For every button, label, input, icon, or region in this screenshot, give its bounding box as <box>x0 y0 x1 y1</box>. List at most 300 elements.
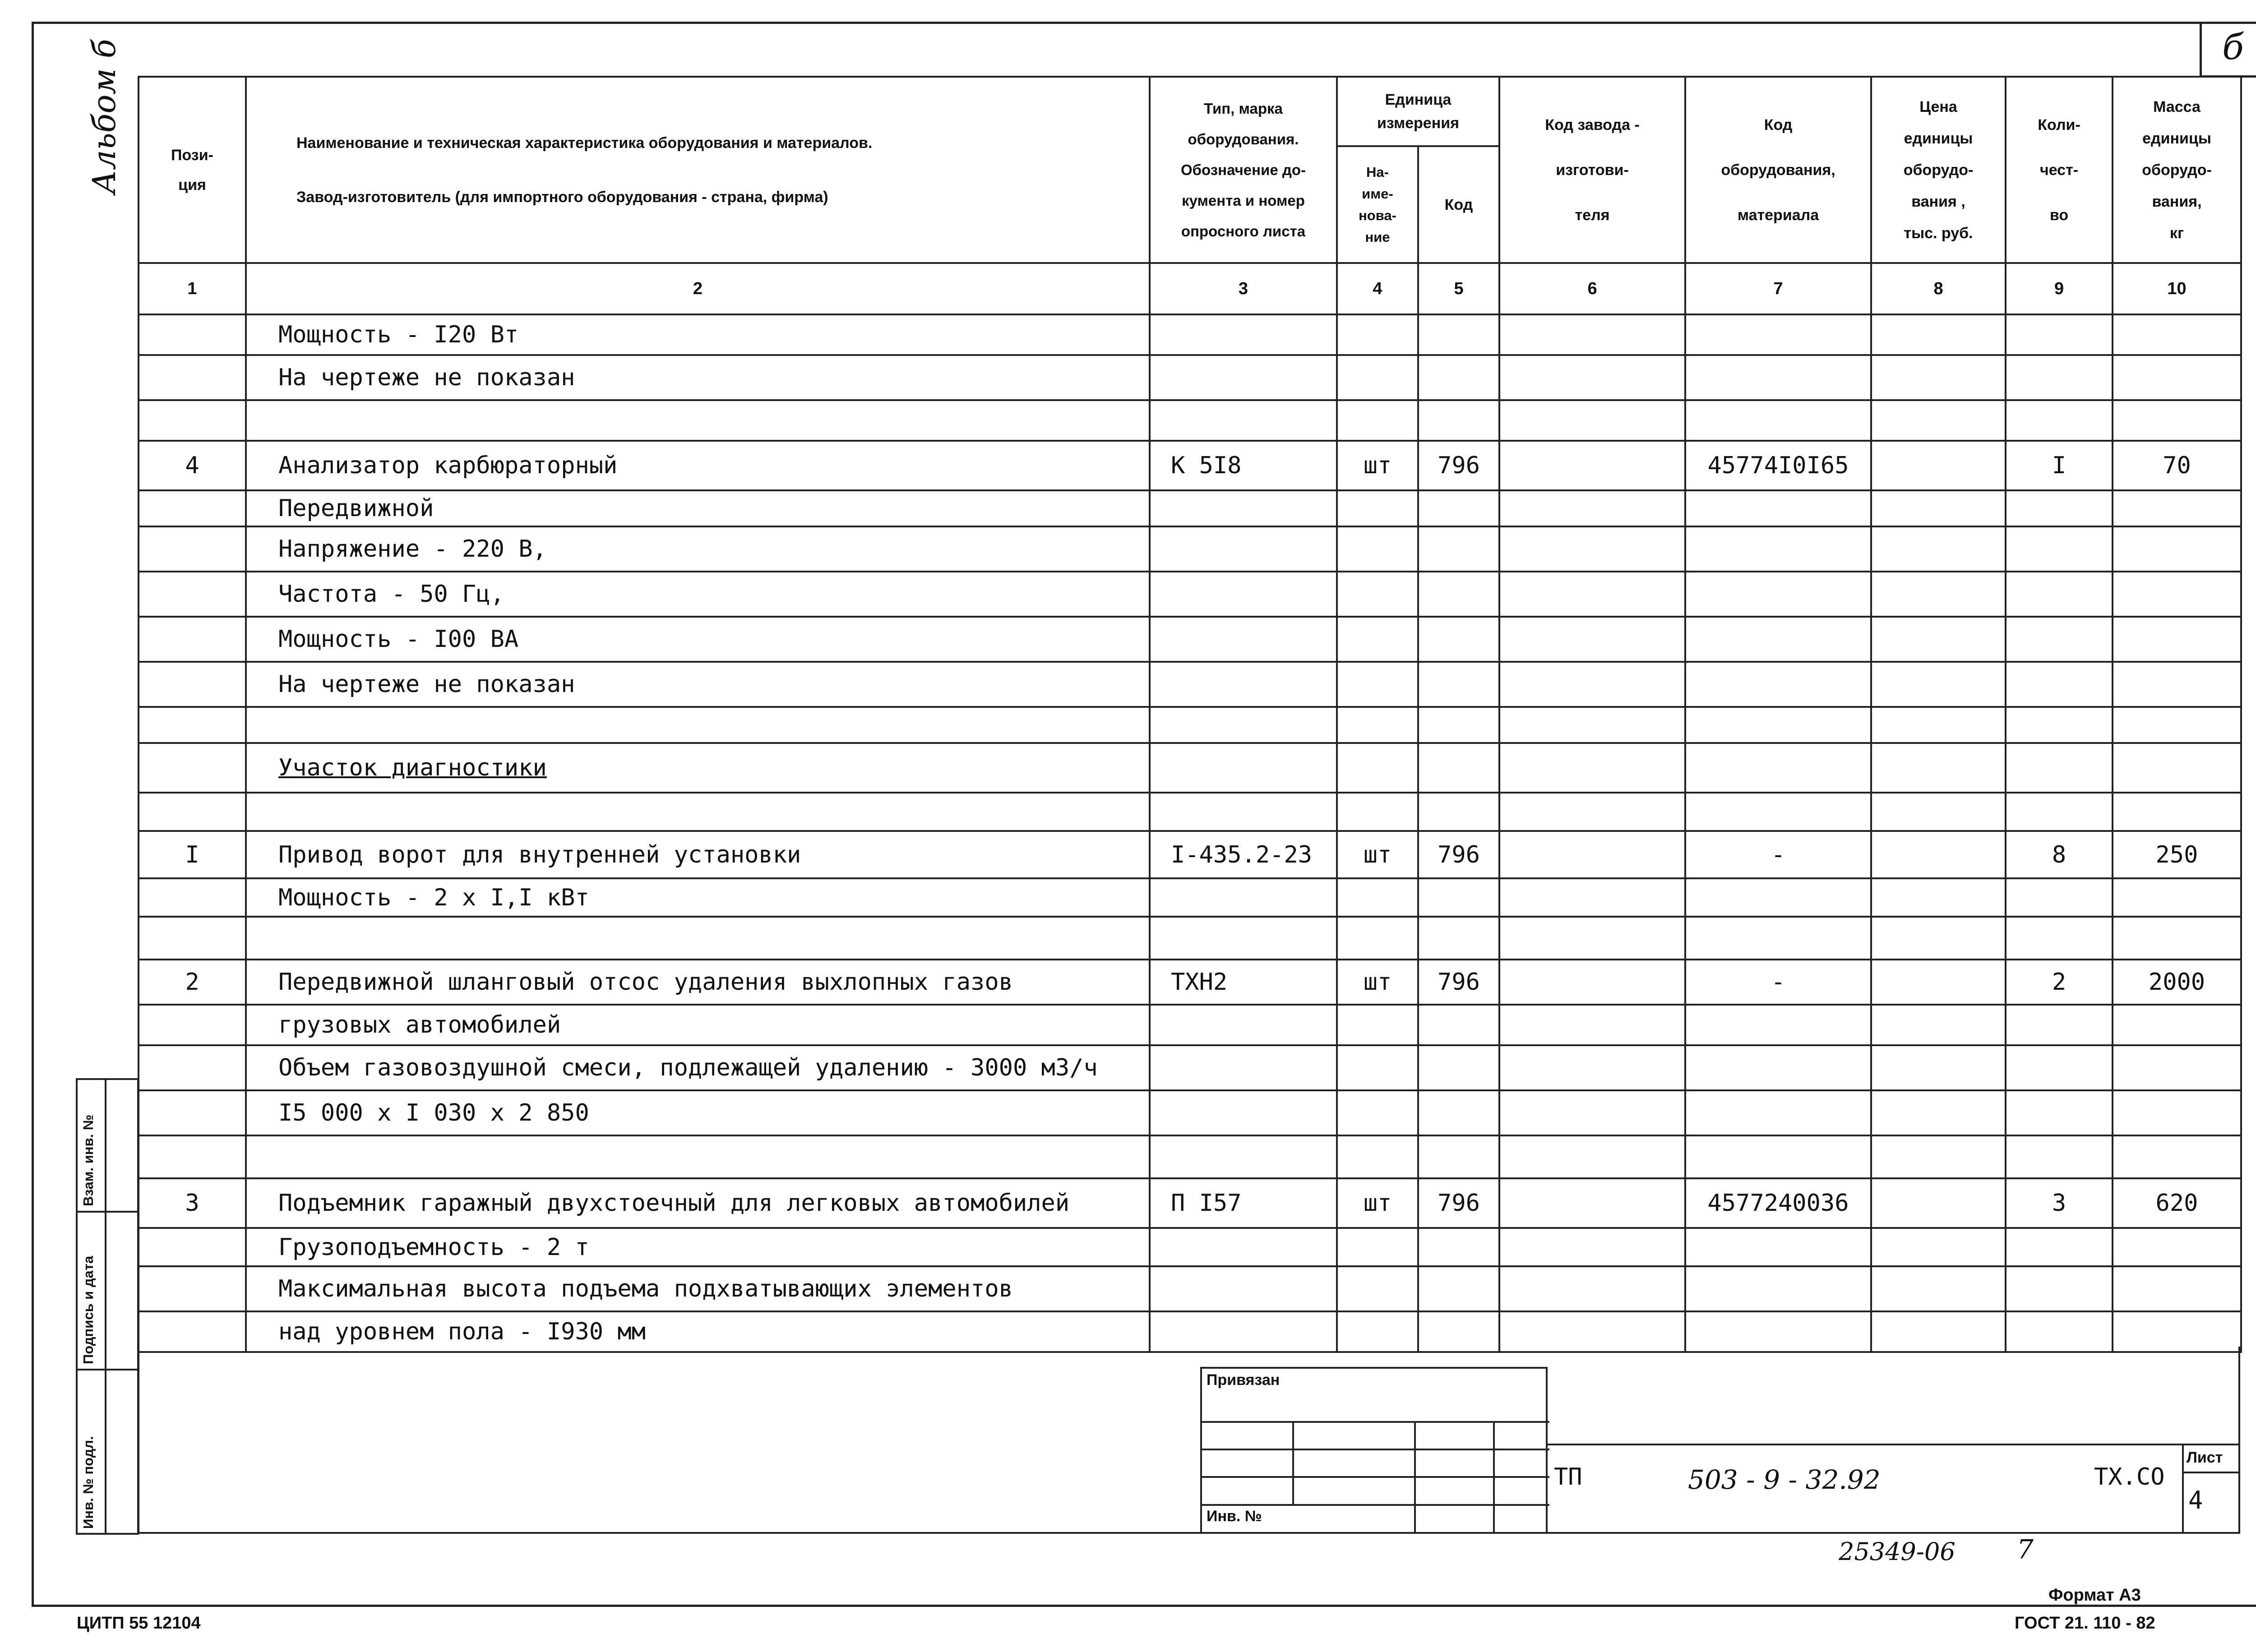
cell-price <box>1871 1266 2006 1311</box>
cell-unit-name: шт <box>1337 1178 1418 1228</box>
cell-price <box>1871 1005 2006 1045</box>
cell-price <box>1871 526 2006 572</box>
cell-unit-name <box>1337 1045 1418 1090</box>
cell-price <box>1871 355 2006 400</box>
cell-mass <box>2113 526 2241 572</box>
cell-name <box>246 793 1150 831</box>
header-mass-line: единицы <box>2142 129 2211 147</box>
cell-type-mark: П I57 <box>1150 1178 1337 1228</box>
cell-equipment-code <box>1685 1266 1871 1311</box>
cell-mass: 620 <box>2113 1178 2241 1228</box>
cell-quantity: 8 <box>2006 831 2113 878</box>
table-row <box>139 917 2241 960</box>
cell-plant-code <box>1499 1090 1685 1135</box>
cell-unit-name <box>1337 707 1418 743</box>
cell-unit-code <box>1418 917 1499 960</box>
table-row <box>139 793 2241 831</box>
cell-type-mark <box>1150 1045 1337 1090</box>
cell-plant-code <box>1499 1228 1685 1266</box>
header-mass-line: оборудо- <box>2142 161 2212 179</box>
header-quantity <box>2006 77 2113 263</box>
cell-plant-code <box>1499 960 1685 1005</box>
cell-name <box>246 707 1150 743</box>
cell-equipment-code <box>1685 707 1871 743</box>
cell-name: Мощность - 2 х I,I кВт <box>246 878 1150 917</box>
cell-price <box>1871 878 2006 917</box>
header-type <box>1150 77 1337 263</box>
cell-unit-code: 796 <box>1418 1178 1499 1228</box>
cell-type-mark <box>1150 1311 1337 1352</box>
cell-position <box>139 1228 246 1266</box>
header-unit-name <box>1337 146 1418 263</box>
header-equipment-line: материала <box>1737 206 1819 224</box>
cell-unit-code <box>1418 490 1499 526</box>
table-row <box>139 400 2241 441</box>
cell-quantity <box>2006 314 2113 355</box>
cell-unit-code: 796 <box>1418 960 1499 1005</box>
header-quantity-line: чест- <box>2039 161 2079 179</box>
cell-mass <box>2113 743 2241 793</box>
cell-name <box>246 400 1150 441</box>
header-price <box>1871 77 2006 263</box>
cell-quantity <box>2006 617 2113 662</box>
doc-number: 503 - 9 - 32.92 <box>1688 1464 1881 1495</box>
cell-quantity <box>2006 400 2113 441</box>
cell-mass <box>2113 878 2241 917</box>
cell-mass <box>2113 617 2241 662</box>
header-equipment-code <box>1685 77 1871 263</box>
cell-type-mark <box>1150 526 1337 572</box>
cell-unit-code <box>1418 1005 1499 1045</box>
table-row <box>139 662 2241 707</box>
table-row <box>139 1090 2241 1135</box>
cell-mass <box>2113 917 2241 960</box>
cell-quantity <box>2006 1311 2113 1352</box>
document-designation <box>1546 1444 2240 1534</box>
column-number: 7 <box>1685 263 1871 314</box>
cell-equipment-code <box>1685 355 1871 400</box>
cell-equipment-code <box>1685 1005 1871 1045</box>
cell-type-mark <box>1150 878 1337 917</box>
header-name-line: Наименование и техническая характеристика оборудования и материалов. <box>296 134 873 152</box>
cell-unit-code <box>1418 617 1499 662</box>
cell-equipment-code <box>1685 878 1871 917</box>
header-equipment-line: Код <box>1764 116 1793 134</box>
cell-equipment-code <box>1685 1090 1871 1135</box>
cell-equipment-code <box>1685 526 1871 572</box>
column-number: 8 <box>1871 263 2006 314</box>
cell-unit-name <box>1337 400 1418 441</box>
header-unit-line: измерения <box>1377 115 1459 132</box>
column-number: 6 <box>1499 263 1685 314</box>
cell-name: Объем газовоздушной смеси, подлежащей удалению - 3000 м3/ч <box>246 1045 1150 1090</box>
cell-equipment-code: 45774I0I65 <box>1685 441 1871 490</box>
cell-price <box>1871 441 2006 490</box>
cell-type-mark <box>1150 793 1337 831</box>
cell-unit-code <box>1418 1311 1499 1352</box>
cell-position <box>139 1045 246 1090</box>
cell-quantity <box>2006 662 2113 707</box>
cell-plant-code <box>1499 831 1685 878</box>
cell-position <box>139 1311 246 1352</box>
cell-quantity <box>2006 1228 2113 1266</box>
cell-quantity <box>2006 572 2113 617</box>
cell-unit-name <box>1337 662 1418 707</box>
header-position-line: Пози- <box>171 146 213 164</box>
cell-equipment-code <box>1685 572 1871 617</box>
cell-unit-code <box>1418 1266 1499 1311</box>
header-mass-line: кг <box>2169 224 2184 242</box>
cell-equipment-code <box>1685 314 1871 355</box>
cell-plant-code <box>1499 743 1685 793</box>
cell-type-mark <box>1150 1228 1337 1266</box>
header-price-line: оборудо- <box>1903 161 1974 179</box>
header-price-line: Цена <box>1919 98 1957 115</box>
table-row <box>139 960 2241 1005</box>
cell-price <box>1871 314 2006 355</box>
cell-plant-code <box>1499 441 1685 490</box>
cell-unit-code: 796 <box>1418 441 1499 490</box>
header-unit-group <box>1337 77 1499 146</box>
cell-price <box>1871 960 2006 1005</box>
cell-position <box>139 707 246 743</box>
cell-mass <box>2113 662 2241 707</box>
cell-quantity: 2 <box>2006 960 2113 1005</box>
cell-mass <box>2113 793 2241 831</box>
cell-unit-name: шт <box>1337 960 1418 1005</box>
table-row <box>139 441 2241 490</box>
cell-quantity <box>2006 526 2113 572</box>
cell-quantity: I <box>2006 441 2113 490</box>
cell-plant-code <box>1499 572 1685 617</box>
cell-equipment-code <box>1685 793 1871 831</box>
header-mass-line: вания, <box>2152 193 2202 210</box>
cell-price <box>1871 1090 2006 1135</box>
cell-unit-name <box>1337 490 1418 526</box>
cell-name: Частота - 50 Гц, <box>246 572 1150 617</box>
header-unit-name-line: име- <box>1362 185 1393 202</box>
cell-quantity: 3 <box>2006 1178 2113 1228</box>
cell-mass <box>2113 314 2241 355</box>
cell-mass <box>2113 1005 2241 1045</box>
side-replace-inv-label: Взам. инв. № <box>80 1114 96 1206</box>
cell-name: Анализатор карбюраторный <box>246 441 1150 490</box>
header-plant-code <box>1499 77 1685 263</box>
cell-plant-code <box>1499 400 1685 441</box>
cell-type-mark <box>1150 1005 1337 1045</box>
cell-mass <box>2113 1311 2241 1352</box>
cell-plant-code <box>1499 1005 1685 1045</box>
table-row <box>139 1266 2241 1311</box>
cell-quantity <box>2006 878 2113 917</box>
cell-plant-code <box>1499 1045 1685 1090</box>
cell-name: Передвижной шланговый отсос удаления выхлопных газов <box>246 960 1150 1005</box>
cell-equipment-code: 4577240036 <box>1685 1178 1871 1228</box>
header-price-line: тыс. руб. <box>1904 224 1973 242</box>
table-row <box>139 526 2241 572</box>
cell-position <box>139 526 246 572</box>
cell-price <box>1871 617 2006 662</box>
cell-price <box>1871 743 2006 793</box>
cell-plant-code <box>1499 1311 1685 1352</box>
cell-type-mark <box>1150 707 1337 743</box>
cell-type-mark <box>1150 917 1337 960</box>
cell-plant-code <box>1499 793 1685 831</box>
cell-name: Участок диагностики <box>246 743 1150 793</box>
specification-body <box>139 314 2241 1352</box>
doc-code: ТХ.СО <box>2094 1463 2165 1490</box>
side-original-inv-label: Инв. № подл. <box>80 1436 96 1529</box>
cell-mass <box>2113 355 2241 400</box>
cell-equipment-code <box>1685 1045 1871 1090</box>
table-row <box>139 490 2241 526</box>
sheet-value: 4 <box>2188 1486 2203 1514</box>
header-type-line: Обозначение до- <box>1181 161 1306 178</box>
cell-plant-code <box>1499 1135 1685 1178</box>
order-number: 25349-06 <box>1839 1537 1956 1566</box>
print-mark: ЦИТП 55 12104 <box>77 1614 201 1633</box>
cell-unit-code <box>1418 793 1499 831</box>
cell-quantity <box>2006 793 2113 831</box>
cell-mass: 70 <box>2113 441 2241 490</box>
cell-quantity <box>2006 355 2113 400</box>
binding-label: Привязан <box>1207 1371 1280 1389</box>
cell-type-mark: ТХН2 <box>1150 960 1337 1005</box>
cell-type-mark <box>1150 355 1337 400</box>
cell-name: Грузоподъемность - 2 т <box>246 1228 1150 1266</box>
cell-unit-name <box>1337 617 1418 662</box>
side-signature-date-label: Подпись и дата <box>80 1255 96 1364</box>
cell-unit-name <box>1337 526 1418 572</box>
cell-unit-name <box>1337 572 1418 617</box>
cell-position <box>139 314 246 355</box>
table-row <box>139 355 2241 400</box>
cell-quantity <box>2006 917 2113 960</box>
cell-unit-code <box>1418 1135 1499 1178</box>
header-price-line: вания , <box>1911 193 1965 210</box>
cell-name: Напряжение - 220 В, <box>246 526 1150 572</box>
cell-position <box>139 617 246 662</box>
cell-plant-code <box>1499 662 1685 707</box>
cell-position <box>139 917 246 960</box>
cell-quantity <box>2006 743 2113 793</box>
cell-price <box>1871 917 2006 960</box>
cell-unit-code <box>1418 1228 1499 1266</box>
cell-unit-code: 796 <box>1418 831 1499 878</box>
cell-type-mark <box>1150 572 1337 617</box>
sheet-corner-mark: б <box>2222 27 2244 68</box>
cell-position <box>139 1005 246 1045</box>
cell-name: I5 000 х I 030 х 2 850 <box>246 1090 1150 1135</box>
cell-unit-name <box>1337 355 1418 400</box>
table-row <box>139 1005 2241 1045</box>
header-quantity-line: во <box>2049 206 2069 224</box>
header-plant-line: Код завода - <box>1545 116 1640 134</box>
cell-equipment-code <box>1685 743 1871 793</box>
cell-quantity <box>2006 1266 2113 1311</box>
cell-price <box>1871 707 2006 743</box>
cell-price <box>1871 572 2006 617</box>
cell-quantity <box>2006 1045 2113 1090</box>
cell-type-mark <box>1150 662 1337 707</box>
cell-mass <box>2113 490 2241 526</box>
cell-plant-code <box>1499 1178 1685 1228</box>
column-number: 1 <box>139 263 246 314</box>
cell-unit-name <box>1337 1090 1418 1135</box>
cell-equipment-code <box>1685 1135 1871 1178</box>
column-number: 2 <box>246 263 1150 314</box>
cell-unit-name <box>1337 1135 1418 1178</box>
cell-plant-code <box>1499 878 1685 917</box>
sheet-number-box <box>2182 1445 2240 1534</box>
header-unit-name-line: нова- <box>1359 207 1396 223</box>
table-row <box>139 707 2241 743</box>
cell-position <box>139 743 246 793</box>
cell-position: 4 <box>139 441 246 490</box>
cell-plant-code <box>1499 355 1685 400</box>
cell-unit-code <box>1418 878 1499 917</box>
header-plant-line: изготови- <box>1556 161 1629 179</box>
cell-equipment-code <box>1685 662 1871 707</box>
cell-type-mark <box>1150 1135 1337 1178</box>
binding-stamp <box>1200 1367 1548 1534</box>
cell-unit-name <box>1337 917 1418 960</box>
table-row <box>139 1178 2241 1228</box>
table-row <box>139 878 2241 917</box>
cell-unit-code <box>1418 1090 1499 1135</box>
cell-position <box>139 793 246 831</box>
cell-quantity <box>2006 1135 2113 1178</box>
cell-mass <box>2113 1135 2241 1178</box>
format-label: Формат А3 <box>2048 1586 2141 1605</box>
cell-price <box>1871 831 2006 878</box>
cell-name: Мощность - I00 ВА <box>246 617 1150 662</box>
cell-name: Подъемник гаражный двухстоечный для легковых автомобилей <box>246 1178 1150 1228</box>
header-equipment-line: оборудования, <box>1721 161 1835 179</box>
cell-price <box>1871 1311 2006 1352</box>
sheet-corner-box <box>2200 23 2256 78</box>
cell-position: 2 <box>139 960 246 1005</box>
cell-plant-code <box>1499 314 1685 355</box>
cell-unit-name <box>1337 878 1418 917</box>
cell-mass: 2000 <box>2113 960 2241 1005</box>
cell-mass <box>2113 1266 2241 1311</box>
cell-name <box>246 917 1150 960</box>
table-row <box>139 1045 2241 1090</box>
cell-position <box>139 572 246 617</box>
cell-plant-code <box>1499 526 1685 572</box>
album-label: Альбом б <box>86 39 123 194</box>
column-number: 5 <box>1418 263 1499 314</box>
header-price-line: единицы <box>1904 129 1973 147</box>
cell-name: Мощность - I20 Вт <box>246 314 1150 355</box>
cell-name: над уровнем пола - I930 мм <box>246 1311 1150 1352</box>
table-row <box>139 831 2241 878</box>
order-page: 7 <box>2017 1534 2034 1564</box>
cell-name <box>246 1135 1150 1178</box>
cell-type-mark: К 5I8 <box>1150 441 1337 490</box>
cell-price <box>1871 793 2006 831</box>
cell-unit-code <box>1418 707 1499 743</box>
cell-type-mark <box>1150 743 1337 793</box>
cell-equipment-code <box>1685 617 1871 662</box>
cell-mass: 250 <box>2113 831 2241 878</box>
header-mass <box>2113 77 2241 263</box>
cell-unit-name <box>1337 743 1418 793</box>
cell-name: На чертеже не показан <box>246 355 1150 400</box>
cell-position <box>139 1135 246 1178</box>
header-position <box>139 77 246 263</box>
table-row <box>139 1311 2241 1352</box>
cell-equipment-code <box>1685 917 1871 960</box>
header-name-line: Завод-изготовитель (для импортного оборудования - страна, фирма) <box>296 188 828 206</box>
cell-unit-code <box>1418 743 1499 793</box>
cell-position <box>139 400 246 441</box>
table-row <box>139 617 2241 662</box>
cell-equipment-code <box>1685 1228 1871 1266</box>
cell-type-mark <box>1150 1090 1337 1135</box>
cell-unit-name <box>1337 1266 1418 1311</box>
header-plant-line: теля <box>1575 206 1610 224</box>
cell-equipment-code <box>1685 400 1871 441</box>
cell-plant-code <box>1499 917 1685 960</box>
cell-equipment-code <box>1685 1311 1871 1352</box>
cell-position <box>139 662 246 707</box>
header-mass-line: Масса <box>2153 98 2201 115</box>
cell-unit-code <box>1418 662 1499 707</box>
cell-unit-name <box>1337 1311 1418 1352</box>
tp-label: ТП <box>1554 1463 1582 1490</box>
cell-price <box>1871 1135 2006 1178</box>
cell-position: 3 <box>139 1178 246 1228</box>
cell-plant-code <box>1499 707 1685 743</box>
header-name <box>246 77 1150 263</box>
table-row <box>139 314 2241 355</box>
cell-price <box>1871 1178 2006 1228</box>
cell-type-mark <box>1150 1266 1337 1311</box>
cell-type-mark <box>1150 490 1337 526</box>
cell-position <box>139 490 246 526</box>
side-stamp <box>76 1078 139 1535</box>
cell-mass <box>2113 572 2241 617</box>
cell-type-mark <box>1150 314 1337 355</box>
cell-type-mark: I-435.2-23 <box>1150 831 1337 878</box>
cell-price <box>1871 1045 2006 1090</box>
cell-mass <box>2113 707 2241 743</box>
cell-unit-code <box>1418 1045 1499 1090</box>
header-position-line: ция <box>178 176 206 194</box>
header-type-line: кумента и номер <box>1182 192 1305 209</box>
cell-name: Привод ворот для внутренней установки <box>246 831 1150 878</box>
table-row <box>139 572 2241 617</box>
cell-name: грузовых автомобилей <box>246 1005 1150 1045</box>
cell-plant-code <box>1499 1266 1685 1311</box>
column-number: 9 <box>2006 263 2113 314</box>
table-row <box>139 1228 2241 1266</box>
cell-unit-code <box>1418 526 1499 572</box>
cell-mass <box>2113 1228 2241 1266</box>
cell-mass <box>2113 1045 2241 1090</box>
header-type-line: Тип, марка <box>1204 100 1283 117</box>
cell-price <box>1871 662 2006 707</box>
cell-mass <box>2113 1090 2241 1135</box>
header-quantity-line: Коли- <box>2038 116 2080 134</box>
gost-label: ГОСТ 21. 110 - 82 <box>2015 1614 2155 1633</box>
column-number: 3 <box>1150 263 1337 314</box>
header-type-line: оборудования. <box>1188 130 1299 148</box>
cell-unit-name <box>1337 314 1418 355</box>
cell-type-mark <box>1150 400 1337 441</box>
